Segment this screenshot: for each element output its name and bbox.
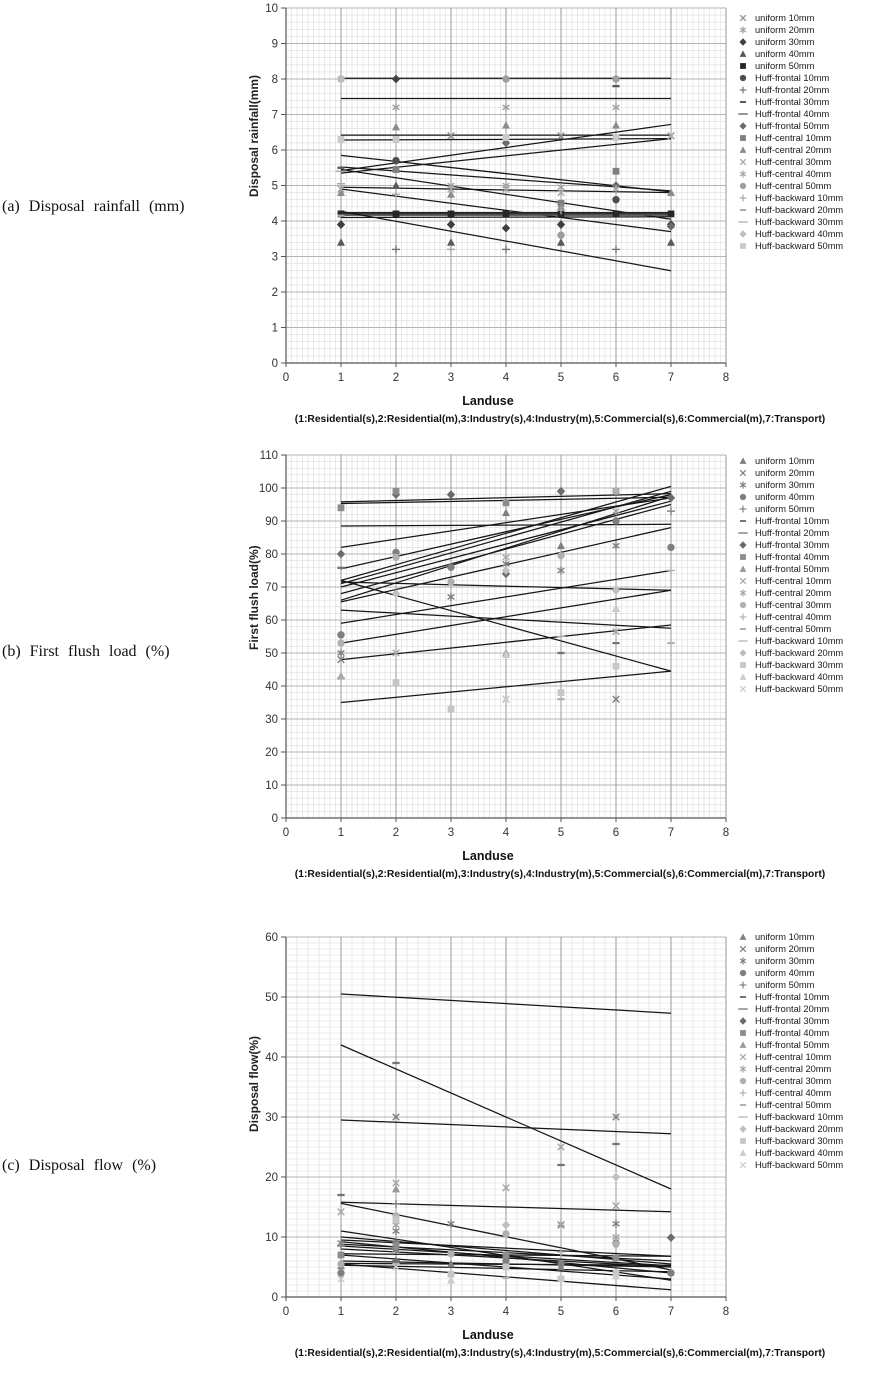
legend-item xyxy=(735,228,889,240)
legend-item xyxy=(735,156,889,168)
square-marker-icon xyxy=(735,1027,751,1039)
legend-item xyxy=(735,1111,889,1123)
square-marker-icon xyxy=(735,1135,751,1147)
x-marker-icon xyxy=(735,575,751,587)
legend-label: Huff-backward 30mm xyxy=(755,217,844,227)
y-tick-label: 20 xyxy=(265,747,278,759)
plot-canvas xyxy=(248,445,738,848)
legend-item xyxy=(735,1075,889,1087)
x-tick-label: 2 xyxy=(392,372,400,384)
star-marker-icon xyxy=(735,24,751,36)
x-tick-label: 5 xyxy=(557,372,565,384)
legend-item xyxy=(735,539,889,551)
diamond-marker-icon xyxy=(735,647,751,659)
star-marker-icon xyxy=(735,955,751,967)
legend-label: Huff-central 50mm xyxy=(755,181,832,191)
legend-label: uniform 50mm xyxy=(755,980,815,990)
x-marker-icon xyxy=(735,12,751,24)
legend-item xyxy=(735,72,889,84)
legend-item xyxy=(735,132,889,144)
chart-c-section xyxy=(0,905,891,1378)
legend-label: Huff-frontal 30mm xyxy=(755,540,830,550)
x-tick-label: 1 xyxy=(337,1306,345,1318)
legend-item xyxy=(735,1135,889,1147)
legend-item xyxy=(735,1147,889,1159)
x-tick-label: 2 xyxy=(392,827,400,839)
legend-label: Huff-frontal 20mm xyxy=(755,1004,830,1014)
plus-marker-icon xyxy=(735,979,751,991)
legend-item xyxy=(735,587,889,599)
legend-item xyxy=(735,527,889,539)
x-tick-label: 1 xyxy=(337,372,345,384)
y-tick-label: 9 xyxy=(271,38,278,51)
longdash-marker-icon xyxy=(735,108,751,120)
legend-label: uniform 10mm xyxy=(755,932,815,942)
legend-label: Huff-central 40mm xyxy=(755,1088,832,1098)
legend-label: Huff-central 20mm xyxy=(755,588,832,598)
diamond-marker-icon xyxy=(735,120,751,132)
diamond-marker-icon xyxy=(735,1015,751,1027)
legend-item xyxy=(735,1039,889,1051)
y-tick-label: 10 xyxy=(265,3,278,15)
dash-marker-icon xyxy=(735,515,751,527)
chart-b-side-caption: (b) First flush load (%) xyxy=(2,643,170,660)
x-tick-label: 7 xyxy=(667,1306,675,1318)
circle-marker-icon xyxy=(735,967,751,979)
legend-label: uniform 30mm xyxy=(755,37,815,47)
y-tick-label: 1 xyxy=(271,322,278,335)
legend-item xyxy=(735,599,889,611)
triangle-marker-icon xyxy=(735,455,751,467)
legend-label: uniform 50mm xyxy=(755,61,815,71)
triangle-marker-icon xyxy=(735,144,751,156)
x-tick-label: 0 xyxy=(282,372,290,384)
legend-item xyxy=(735,967,889,979)
x-tick-label: 6 xyxy=(612,827,620,839)
legend-label: Huff-frontal 30mm xyxy=(755,97,830,107)
longdash-marker-icon xyxy=(735,216,751,228)
y-tick-label: 20 xyxy=(265,1172,278,1184)
y-tick-label: 60 xyxy=(265,932,278,944)
plot-canvas xyxy=(248,929,738,1327)
chart-b-footnote: (1:Residential(s),2:Residential(m),3:Industry(s),4:Industry(m),5:Commercial(s),6:Commercial(m),7:Transport) xyxy=(294,869,826,880)
legend-item xyxy=(735,84,889,96)
legend-item xyxy=(735,503,889,515)
legend-label: Huff-central 10mm xyxy=(755,1052,832,1062)
legend-item xyxy=(735,491,889,503)
y-tick-label: 110 xyxy=(259,450,278,462)
legend-label: uniform 40mm xyxy=(755,492,815,502)
plus-marker-icon xyxy=(735,503,751,515)
legend-item xyxy=(735,455,889,467)
dash-marker-icon xyxy=(735,96,751,108)
legend-item xyxy=(735,60,889,72)
x-tick-label: 6 xyxy=(612,372,620,384)
legend-label: Huff-backward 50mm xyxy=(755,684,844,694)
longdash-marker-icon xyxy=(735,635,751,647)
triangle-marker-icon xyxy=(735,48,751,60)
y-tick-label: 40 xyxy=(265,681,278,693)
legend-label: Huff-central 20mm xyxy=(755,145,832,155)
y-tick-label: 50 xyxy=(265,992,278,1004)
legend-label: uniform 10mm xyxy=(755,13,815,23)
longdash-marker-icon xyxy=(735,1003,751,1015)
legend-item xyxy=(735,659,889,671)
star-marker-icon xyxy=(735,1063,751,1075)
legend-item xyxy=(735,1123,889,1135)
x-tick-label: 0 xyxy=(282,1306,290,1318)
legend-label: uniform 40mm xyxy=(755,968,815,978)
legend-label: Huff-frontal 10mm xyxy=(755,516,830,526)
legend-label: Huff-backward 50mm xyxy=(755,241,844,251)
y-tick-label: 30 xyxy=(265,714,278,726)
legend-label: Huff-backward 30mm xyxy=(755,1136,844,1146)
legend-label: Huff-central 10mm xyxy=(755,133,832,143)
legend-label: Huff-backward 20mm xyxy=(755,1124,844,1134)
chart-a-legend xyxy=(735,12,889,252)
legend-label: uniform 30mm xyxy=(755,956,815,966)
star-marker-icon xyxy=(735,168,751,180)
legend-item xyxy=(735,467,889,479)
legend-label: Huff-central 50mm xyxy=(755,624,832,634)
x-marker-icon xyxy=(735,156,751,168)
legend-item xyxy=(735,36,889,48)
legend-item xyxy=(735,671,889,683)
legend-label: Huff-backward 30mm xyxy=(755,660,844,670)
circle-marker-icon xyxy=(735,72,751,84)
chart-b-legend xyxy=(735,455,889,695)
legend-label: Huff-backward 40mm xyxy=(755,1148,844,1158)
chart-b-canvas-slot xyxy=(248,445,738,848)
legend-label: Huff-frontal 20mm xyxy=(755,528,830,538)
legend-label: Huff-backward 20mm xyxy=(755,205,844,215)
legend-item xyxy=(735,1099,889,1111)
x-tick-label: 6 xyxy=(612,1306,620,1318)
y-tick-label: 3 xyxy=(271,251,278,264)
legend-label: Huff-frontal 30mm xyxy=(755,1016,830,1026)
legend-item xyxy=(735,144,889,156)
square-marker-icon xyxy=(735,60,751,72)
legend-item xyxy=(735,991,889,1003)
longdash-marker-icon xyxy=(735,1111,751,1123)
legend-label: Huff-backward 10mm xyxy=(755,1112,844,1122)
legend-item xyxy=(735,12,889,24)
x-tick-label: 4 xyxy=(502,372,510,384)
diamond-marker-icon xyxy=(735,228,751,240)
legend-label: Huff-backward 10mm xyxy=(755,636,844,646)
legend-item xyxy=(735,120,889,132)
y-tick-label: 0 xyxy=(271,1292,278,1304)
legend-label: Huff-central 30mm xyxy=(755,600,832,610)
x-tick-label: 8 xyxy=(722,1306,730,1318)
legend-item xyxy=(735,563,889,575)
triangle-marker-icon xyxy=(735,1147,751,1159)
chart-a-canvas-slot xyxy=(248,0,738,393)
legend-item xyxy=(735,96,889,108)
legend-label: Huff-backward 40mm xyxy=(755,672,844,682)
legend-item xyxy=(735,515,889,527)
y-tick-label: 10 xyxy=(265,1232,278,1244)
x-tick-label: 8 xyxy=(722,372,730,384)
legend-item xyxy=(735,1015,889,1027)
diamond-marker-icon xyxy=(735,1123,751,1135)
y-tick-label: 70 xyxy=(265,582,278,594)
legend-label: Huff-central 20mm xyxy=(755,1064,832,1074)
x-tick-label: 8 xyxy=(722,827,730,839)
y-tick-label: 100 xyxy=(258,483,278,495)
chart-b-section xyxy=(0,445,891,905)
plus-marker-icon xyxy=(735,611,751,623)
square-marker-icon xyxy=(735,240,751,252)
legend-item xyxy=(735,943,889,955)
x-marker-icon xyxy=(735,1051,751,1063)
x-marker-icon xyxy=(735,683,751,695)
x-tick-label: 3 xyxy=(447,827,455,839)
legend-label: Huff-frontal 40mm xyxy=(755,109,830,119)
y-tick-label: 40 xyxy=(265,1052,278,1064)
x-tick-label: 3 xyxy=(447,372,455,384)
x-tick-label: 1 xyxy=(337,827,345,839)
legend-label: Huff-backward 40mm xyxy=(755,229,844,239)
legend-label: Huff-central 30mm xyxy=(755,157,832,167)
star-marker-icon xyxy=(735,479,751,491)
legend-item xyxy=(735,931,889,943)
y-tick-label: 7 xyxy=(271,109,278,122)
y-tick-label: 80 xyxy=(265,549,278,561)
legend-item xyxy=(735,623,889,635)
circle-marker-icon xyxy=(735,491,751,503)
x-marker-icon xyxy=(735,467,751,479)
triangle-marker-icon xyxy=(735,563,751,575)
x-tick-label: 4 xyxy=(502,827,510,839)
legend-item xyxy=(735,979,889,991)
y-tick-label: 50 xyxy=(265,648,278,660)
legend-item xyxy=(735,1159,889,1171)
y-tick-label: 60 xyxy=(265,615,278,627)
y-tick-label: 30 xyxy=(265,1112,278,1124)
dash-marker-icon xyxy=(735,623,751,635)
legend-label: uniform 20mm xyxy=(755,944,815,954)
legend-item xyxy=(735,1027,889,1039)
x-marker-icon xyxy=(735,943,751,955)
legend-item xyxy=(735,955,889,967)
chart-a-section xyxy=(0,0,891,445)
legend-label: Huff-frontal 50mm xyxy=(755,564,830,574)
legend-label: Huff-frontal 20mm xyxy=(755,85,830,95)
legend-label: Huff-frontal 40mm xyxy=(755,552,830,562)
legend-label: uniform 40mm xyxy=(755,49,815,59)
x-tick-label: 5 xyxy=(557,1306,565,1318)
legend-item xyxy=(735,647,889,659)
dash-marker-icon xyxy=(735,1099,751,1111)
legend-label: Huff-central 30mm xyxy=(755,1076,832,1086)
legend-label: Huff-central 50mm xyxy=(755,1100,832,1110)
x-tick-label: 3 xyxy=(447,1306,455,1318)
legend-label: uniform 10mm xyxy=(755,456,815,466)
legend-item xyxy=(735,108,889,120)
legend-item xyxy=(735,24,889,36)
y-tick-label: 5 xyxy=(271,180,278,193)
x-tick-label: 4 xyxy=(502,1306,510,1318)
legend-item xyxy=(735,1051,889,1063)
chart-c-canvas-slot xyxy=(248,929,738,1327)
diamond-marker-icon xyxy=(735,36,751,48)
plot-canvas xyxy=(248,0,738,393)
chart-b-x-axis-title: Landuse xyxy=(462,849,514,863)
y-tick-label: 0 xyxy=(271,358,278,370)
triangle-marker-icon xyxy=(735,931,751,943)
legend-label: uniform 20mm xyxy=(755,468,815,478)
circle-marker-icon xyxy=(735,1075,751,1087)
dash-marker-icon xyxy=(735,204,751,216)
x-tick-label: 2 xyxy=(392,1306,400,1318)
y-tick-label: 10 xyxy=(265,780,278,792)
legend-item xyxy=(735,683,889,695)
y-tick-label: 8 xyxy=(271,74,278,86)
circle-marker-icon xyxy=(735,599,751,611)
x-marker-icon xyxy=(735,1159,751,1171)
legend-item xyxy=(735,635,889,647)
legend-item xyxy=(735,479,889,491)
legend-item xyxy=(735,611,889,623)
legend-label: Huff-backward 20mm xyxy=(755,648,844,658)
chart-c-y-axis-title: Disposal flow(%) xyxy=(247,1035,261,1132)
chart-b-y-axis-title: First flush load(%) xyxy=(247,545,261,650)
legend-item xyxy=(735,180,889,192)
y-tick-label: 90 xyxy=(265,516,278,528)
legend-label: Huff-central 40mm xyxy=(755,169,832,179)
legend-label: Huff-central 40mm xyxy=(755,612,832,622)
legend-label: Huff-backward 10mm xyxy=(755,193,844,203)
legend-label: Huff-frontal 50mm xyxy=(755,1040,830,1050)
triangle-marker-icon xyxy=(735,1039,751,1051)
x-tick-label: 0 xyxy=(282,827,290,839)
legend-item xyxy=(735,48,889,60)
x-tick-label: 7 xyxy=(667,827,675,839)
legend-item xyxy=(735,575,889,587)
chart-c-footnote: (1:Residential(s),2:Residential(m),3:Industry(s),4:Industry(m),5:Commercial(s),6:Commercial(m),7:Transport) xyxy=(294,1348,826,1359)
legend-label: uniform 30mm xyxy=(755,480,815,490)
legend-label: Huff-frontal 50mm xyxy=(755,121,830,131)
legend-label: Huff-central 10mm xyxy=(755,576,832,586)
legend-label: uniform 20mm xyxy=(755,25,815,35)
chart-c-legend xyxy=(735,931,889,1171)
y-tick-label: 0 xyxy=(271,813,278,825)
legend-label: Huff-frontal 10mm xyxy=(755,73,830,83)
plus-marker-icon xyxy=(735,1087,751,1099)
x-tick-label: 7 xyxy=(667,372,675,384)
square-marker-icon xyxy=(735,132,751,144)
legend-label: Huff-frontal 10mm xyxy=(755,992,830,1002)
legend-item xyxy=(735,204,889,216)
legend-item xyxy=(735,216,889,228)
chart-c-side-caption: (c) Disposal flow (%) xyxy=(2,1157,157,1174)
legend-label: Huff-frontal 40mm xyxy=(755,1028,830,1038)
legend-item xyxy=(735,1003,889,1015)
diamond-marker-icon xyxy=(735,539,751,551)
plus-marker-icon xyxy=(735,84,751,96)
chart-a-x-axis-title: Landuse xyxy=(462,394,514,408)
longdash-marker-icon xyxy=(735,527,751,539)
legend-label: uniform 50mm xyxy=(755,504,815,514)
y-tick-label: 6 xyxy=(271,145,278,157)
square-marker-icon xyxy=(735,551,751,563)
star-marker-icon xyxy=(735,587,751,599)
legend-item xyxy=(735,551,889,563)
chart-c-x-axis-title: Landuse xyxy=(462,1328,514,1342)
legend-item xyxy=(735,168,889,180)
y-tick-label: 4 xyxy=(271,216,278,228)
plus-marker-icon xyxy=(735,192,751,204)
circle-marker-icon xyxy=(735,180,751,192)
legend-item xyxy=(735,240,889,252)
chart-a-side-caption: (a) Disposal rainfall (mm) xyxy=(2,198,185,215)
legend-item xyxy=(735,1063,889,1075)
y-tick-label: 2 xyxy=(271,287,278,299)
legend-item xyxy=(735,192,889,204)
legend-item xyxy=(735,1087,889,1099)
chart-a-y-axis-title: Disposal rainfall(mm) xyxy=(247,74,261,197)
chart-a-footnote: (1:Residential(s),2:Residential(m),3:Industry(s),4:Industry(m),5:Commercial(s),6:Commercial(m),7:Transport) xyxy=(294,414,826,425)
square-marker-icon xyxy=(735,659,751,671)
triangle-marker-icon xyxy=(735,671,751,683)
dash-marker-icon xyxy=(735,991,751,1003)
legend-label: Huff-backward 50mm xyxy=(755,1160,844,1170)
x-tick-label: 5 xyxy=(557,827,565,839)
